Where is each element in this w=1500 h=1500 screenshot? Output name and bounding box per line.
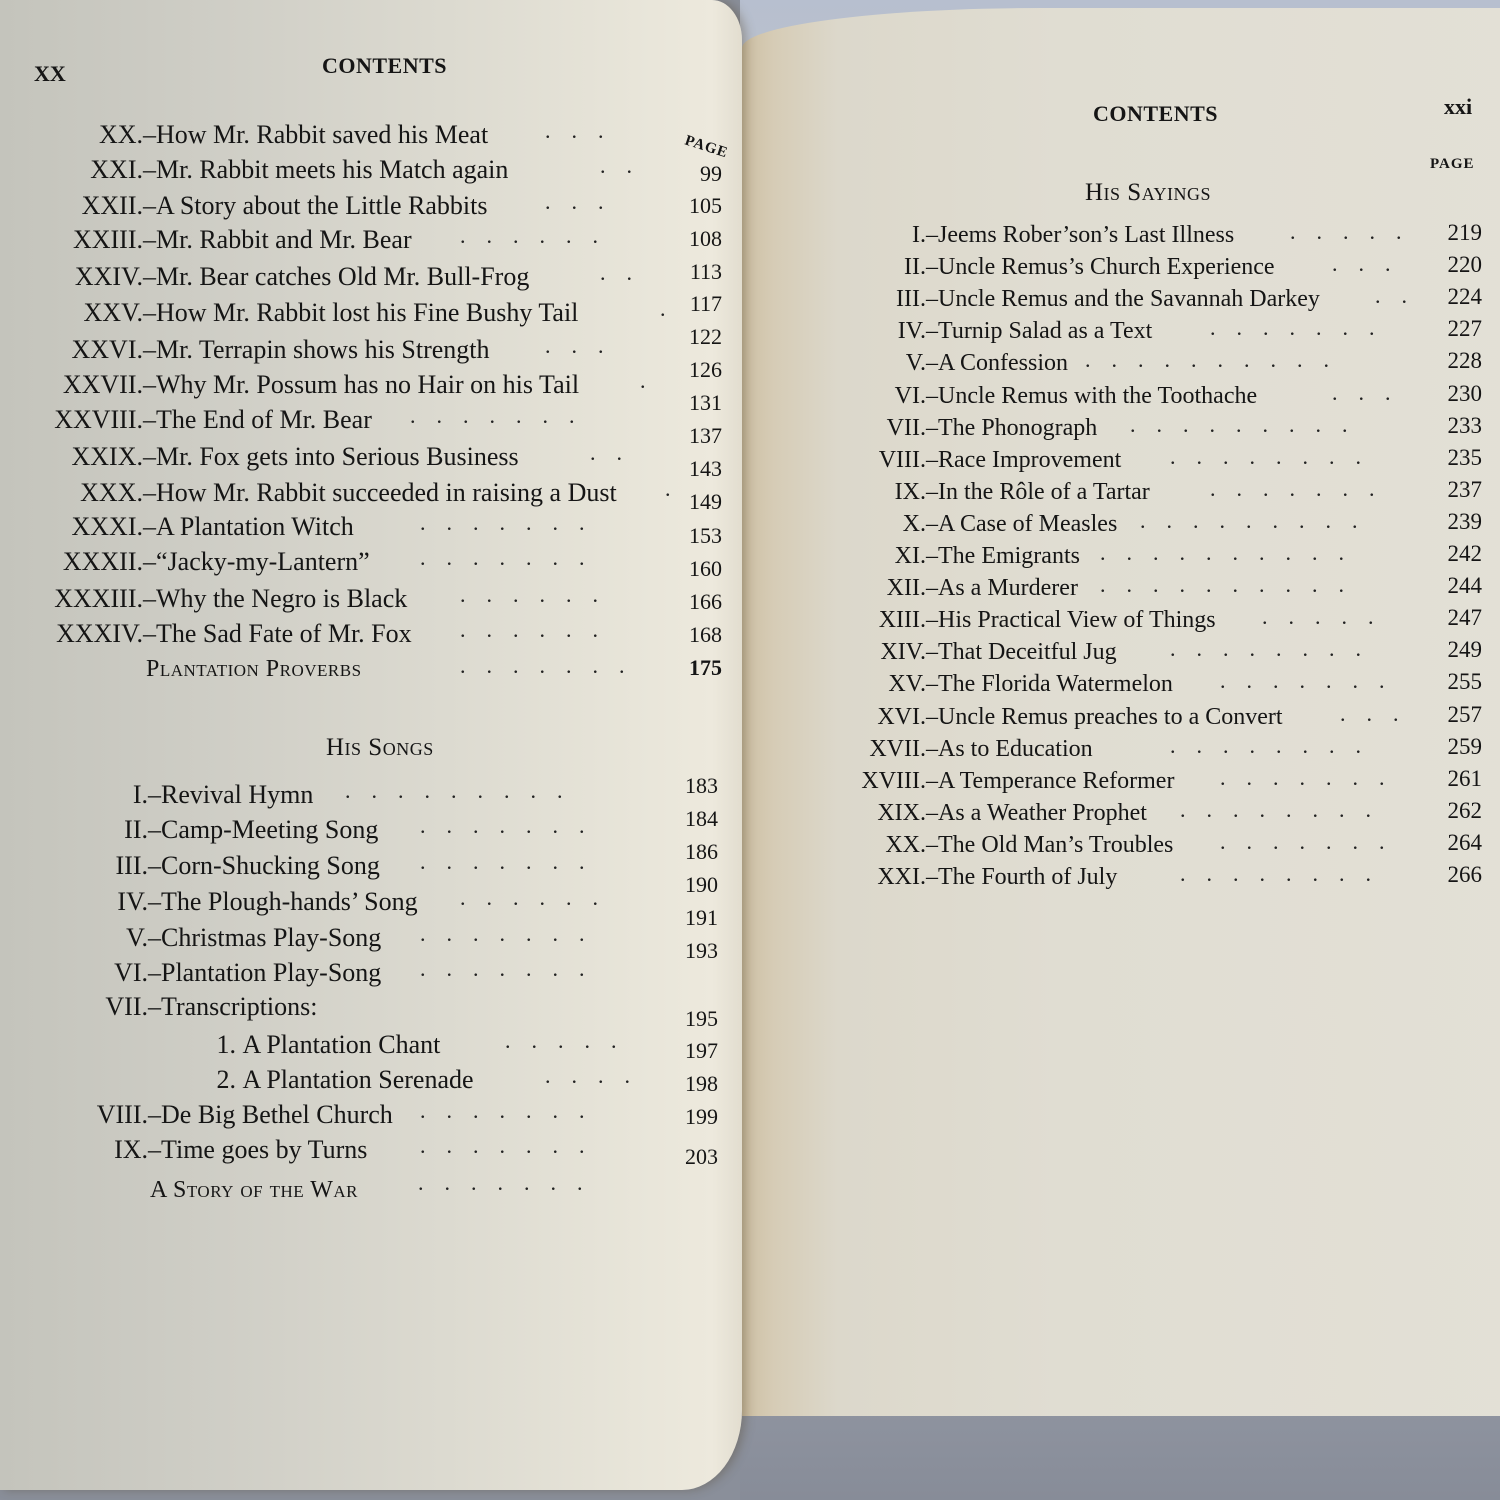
entry-title: –Revival Hymn: [148, 780, 314, 809]
section-heading-sayings: His Sayings: [1085, 179, 1212, 206]
dot-leader: .......: [420, 849, 606, 874]
entry-numeral: XVI.: [877, 703, 926, 730]
dot-leader: ..........: [1100, 572, 1365, 598]
dot-leader: .: [660, 296, 687, 321]
entry-numeral: XXV.: [83, 298, 143, 327]
dot-leader: .......: [1220, 764, 1406, 790]
dot-leader: ...: [545, 118, 625, 143]
entry-numeral: XXX.: [80, 478, 143, 507]
proverbs-title: Plantation Proverbs: [146, 656, 362, 682]
dot-leader: ......: [460, 885, 619, 910]
folio-left: XX: [34, 61, 66, 86]
entry-numeral: IV.: [897, 318, 926, 345]
dot-leader: .......: [420, 510, 606, 535]
dot-leader: ...: [1332, 251, 1412, 277]
entry-page-number: 190: [685, 872, 718, 897]
entry-title: –Jeems Rober’son’s Last Illness: [926, 222, 1235, 248]
entry-title: –Camp-Meeting Song: [148, 815, 379, 844]
entry-title: –A Plantation Witch: [143, 512, 354, 541]
dot-leader: .: [665, 476, 692, 501]
entry-title: A Plantation Chant: [236, 1030, 441, 1059]
entry-title: –Time goes by Turns: [148, 1135, 368, 1164]
entry-page-number: 262: [1447, 797, 1482, 823]
dot-leader: .......: [420, 1098, 606, 1123]
entry-title: –A Confession: [926, 350, 1069, 377]
dot-leader: .......: [420, 1133, 606, 1158]
entry-page-number: 143: [689, 456, 722, 481]
entry-numeral: XXIV.: [74, 262, 143, 291]
entry-title: –Why Mr. Possum has no Hair on his Tail: [143, 370, 580, 399]
entry-title: –The Fourth of July: [926, 864, 1118, 890]
entry-page-number: 261: [1447, 765, 1482, 791]
entry-page-number: 219: [1447, 220, 1482, 245]
entry-title: –How Mr. Rabbit succeeded in raising a Dust: [143, 478, 617, 507]
entry-title: –Uncle Remus preaches to a Convert: [926, 703, 1283, 730]
entry-page-number: 266: [1447, 862, 1482, 887]
entry-page-number: 224: [1447, 284, 1482, 310]
dot-leader: ........: [1170, 732, 1382, 758]
dot-leader: ..: [1375, 283, 1428, 309]
entry-page-number: 117: [689, 291, 722, 316]
entry-title: –Corn-Shucking Song: [148, 851, 380, 880]
folio-right: xxi: [1444, 94, 1473, 119]
entry-page-number: 230: [1447, 380, 1482, 406]
page-column-label-left: PAGE: [682, 132, 731, 162]
entry-title: –Turnip Salad as a Text: [926, 318, 1153, 345]
entry-title: –Race Improvement: [926, 446, 1122, 473]
entry-page-number: 184: [685, 806, 718, 831]
entry-numeral: X.: [902, 510, 926, 537]
dot-leader: .......: [420, 921, 606, 946]
entry-page-number: 149: [689, 489, 722, 514]
entry-numeral: XXI.: [877, 864, 926, 890]
entry-numeral: IX.: [894, 478, 926, 505]
entry-title: –As a Weather Prophet: [926, 799, 1147, 826]
dot-leader: .......: [1210, 475, 1396, 501]
entry-numeral: VII.: [886, 414, 926, 441]
entry-numeral: XVII.: [869, 735, 926, 762]
entry-title: –The End of Mr. Bear: [143, 405, 372, 434]
entry-page-number: 99: [700, 161, 722, 186]
dot-leader: ..: [590, 440, 643, 465]
entry-page-number: 259: [1447, 733, 1482, 759]
entry-page-number: 166: [689, 589, 722, 614]
entry-page-number: 195: [685, 1006, 718, 1031]
entry-title: –That Deceitful Jug: [926, 639, 1117, 666]
entry-page-number: 235: [1447, 444, 1482, 470]
entry-page-number: 203: [685, 1144, 718, 1169]
dot-leader: .......: [460, 653, 646, 678]
entry-page-number: 198: [685, 1071, 718, 1096]
entry-numeral: XIII.: [878, 607, 926, 634]
entry-page-number: 228: [1447, 348, 1482, 374]
entry-numeral: IV.: [117, 887, 148, 916]
entry-page-number: 264: [1447, 829, 1482, 855]
entry-title: –As to Education: [926, 735, 1093, 762]
dot-leader: ..: [600, 260, 653, 285]
entry-page-number: 197: [685, 1038, 718, 1063]
entry-title: –The Emigrants: [926, 543, 1080, 569]
entry-page-number: 122: [689, 324, 722, 349]
entry-numeral: VII.: [105, 992, 148, 1021]
dot-leader: ..........: [1085, 347, 1350, 373]
dot-leader: ...: [1340, 700, 1420, 726]
proverbs-page-number: 175: [689, 655, 722, 680]
entry-page-number: 131: [689, 390, 722, 415]
entry-title: –The Plough-hands’ Song: [148, 887, 418, 916]
entry-numeral: XXVI.: [71, 335, 143, 364]
entry-numeral: VI.: [114, 958, 148, 987]
entry-title: –Mr. Fox gets into Serious Business: [143, 442, 519, 471]
entry-numeral: V.: [126, 923, 148, 952]
dot-leader: ...: [1332, 379, 1412, 405]
entry-numeral: XXVIII.: [54, 405, 143, 434]
dot-leader: ........: [1180, 796, 1392, 822]
story-of-war-title: A Story of the War: [150, 1177, 358, 1203]
entry-title: –Uncle Remus’s Church Experience: [926, 254, 1275, 281]
entry-numeral: XVIII.: [861, 767, 926, 794]
dot-leader: .........: [1130, 411, 1369, 437]
entry-title: –A Story about the Little Rabbits: [143, 191, 488, 220]
entry-numeral: 2.: [216, 1065, 236, 1094]
dot-leader: ....: [545, 1063, 651, 1088]
entry-page-number: 257: [1447, 701, 1482, 727]
entry-numeral: III.: [115, 851, 148, 880]
dot-leader: ........: [1170, 443, 1382, 469]
entry-numeral: VIII.: [96, 1100, 148, 1129]
dot-leader: ..: [600, 153, 653, 178]
dot-leader: .......: [1220, 828, 1406, 854]
dot-leader: .......: [420, 545, 606, 570]
entry-page-number: 255: [1447, 669, 1482, 695]
entry-title: –A Case of Measles: [926, 510, 1118, 537]
entry-title: –The Sad Fate of Mr. Fox: [143, 619, 412, 648]
dot-leader: ........: [1180, 861, 1392, 886]
entry-page-number: 242: [1447, 541, 1482, 566]
dot-leader: .......: [410, 403, 596, 428]
entry-page-number: 249: [1447, 637, 1482, 663]
entry-page-number: 168: [689, 622, 722, 647]
entry-title: –Mr. Rabbit and Mr. Bear: [143, 225, 412, 254]
entry-title: –“Jacky-my-Lantern”: [143, 547, 370, 576]
entry-page-number: 126: [689, 357, 722, 382]
entry-numeral: XXXII.: [62, 547, 143, 576]
entry-title: –How Mr. Rabbit saved his Meat: [143, 120, 489, 149]
entry-numeral: III.: [896, 286, 926, 313]
entry-numeral: XXXIII.: [54, 584, 143, 613]
dot-leader: ......: [460, 582, 619, 607]
dot-leader: .......: [420, 813, 606, 838]
entry-numeral: VI.: [894, 382, 926, 409]
entry-numeral: XXIII.: [72, 225, 143, 254]
entry-title: –Transcriptions:: [148, 992, 318, 1021]
entry-page-number: 191: [685, 905, 718, 930]
entry-page-number: 137: [689, 423, 722, 448]
entry-title: –Christmas Play-Song: [148, 923, 382, 952]
dot-leader: ........: [1170, 636, 1382, 662]
entry-numeral: V.: [905, 350, 926, 377]
entry-numeral: VIII.: [878, 446, 926, 473]
entry-numeral: XX.: [885, 831, 926, 858]
entry-numeral: XXXIV.: [56, 619, 143, 648]
entry-title: –Mr. Rabbit meets his Match again: [143, 155, 509, 184]
dot-leader: ...: [545, 189, 625, 214]
entry-page-number: 193: [685, 938, 718, 963]
entry-page-number: 247: [1447, 605, 1482, 631]
dot-leader: ......: [460, 223, 619, 248]
running-head-right: CONTENTS: [1093, 101, 1219, 126]
dot-leader: .......: [418, 1170, 604, 1195]
entry-page-number: 186: [685, 839, 718, 864]
entry-numeral: I.: [912, 222, 926, 248]
dot-leader: .....: [1290, 219, 1423, 244]
dot-leader: .....: [1262, 604, 1395, 630]
entry-title: –Mr. Terrapin shows his Strength: [143, 335, 490, 364]
entry-numeral: XX.: [98, 120, 143, 149]
dot-leader: .......: [1220, 668, 1406, 694]
dot-leader: .: [640, 368, 667, 393]
entry-numeral: 1.: [216, 1030, 236, 1059]
entry-numeral: XXVII.: [62, 370, 143, 399]
dot-leader: ...: [545, 333, 625, 358]
page-column-label-right: PAGE: [1430, 156, 1475, 172]
entry-title: –His Practical View of Things: [926, 607, 1216, 634]
dot-leader: .........: [345, 778, 584, 803]
entry-page-number: 244: [1447, 573, 1482, 599]
entry-title: –The Old Man’s Troubles: [926, 831, 1174, 858]
entry-numeral: IX.: [114, 1135, 148, 1164]
entry-numeral: II.: [124, 815, 148, 844]
entry-title: –Uncle Remus and the Savannah Darkey: [926, 286, 1320, 313]
entry-title: –How Mr. Rabbit lost his Fine Bushy Tail: [143, 298, 579, 327]
entry-page-number: 237: [1447, 476, 1482, 502]
entry-numeral: XII.: [886, 575, 926, 602]
entry-numeral: XV.: [888, 671, 926, 698]
dot-leader: .....: [505, 1028, 638, 1053]
entry-title: –Mr. Bear catches Old Mr. Bull-Frog: [143, 262, 530, 291]
entry-title: –Uncle Remus with the Toothache: [926, 382, 1258, 409]
entry-page-number: 160: [689, 556, 722, 581]
entry-numeral: XXXI.: [71, 512, 143, 541]
entry-page-number: 220: [1447, 252, 1482, 278]
dot-leader: ..........: [1100, 540, 1365, 565]
entry-page-number: 239: [1447, 508, 1482, 534]
entry-numeral: I.: [132, 780, 148, 809]
dot-leader: .......: [420, 956, 606, 981]
entry-page-number: 105: [689, 193, 722, 218]
entry-title: A Plantation Serenade: [236, 1065, 474, 1094]
entry-numeral: XIV.: [880, 639, 926, 666]
entry-title: –As a Murderer: [926, 575, 1078, 602]
entry-page-number: 183: [685, 773, 718, 798]
entry-title: –Why the Negro is Black: [143, 584, 408, 613]
entry-page-number: 113: [689, 259, 722, 284]
entry-numeral: II.: [904, 254, 926, 281]
entry-page-number: 233: [1447, 412, 1482, 438]
entry-title: –A Temperance Reformer: [926, 767, 1175, 794]
entry-numeral: XXIX.: [71, 442, 143, 471]
running-head-left: CONTENTS: [322, 53, 448, 78]
entry-page-number: 153: [689, 523, 722, 548]
entry-numeral: XXII.: [81, 191, 143, 220]
entry-page-number: 199: [685, 1104, 718, 1129]
entry-numeral: XIX.: [877, 799, 926, 826]
section-heading-songs: His Songs: [326, 734, 434, 761]
dot-leader: .......: [1210, 315, 1396, 341]
dot-leader: .........: [1140, 507, 1379, 533]
entry-numeral: XI.: [894, 543, 926, 569]
entry-title: –De Big Bethel Church: [148, 1100, 393, 1129]
dot-leader: ......: [460, 617, 619, 642]
entry-title: –The Phonograph: [926, 414, 1098, 441]
entry-title: –Plantation Play-Song: [148, 958, 382, 987]
entry-page-number: 108: [689, 226, 722, 251]
entry-title: –The Florida Watermelon: [926, 671, 1173, 698]
entry-page-number: 227: [1447, 316, 1482, 342]
entry-numeral: XXI.: [90, 155, 143, 184]
entry-title: –In the Rôle of a Tartar: [926, 478, 1150, 505]
